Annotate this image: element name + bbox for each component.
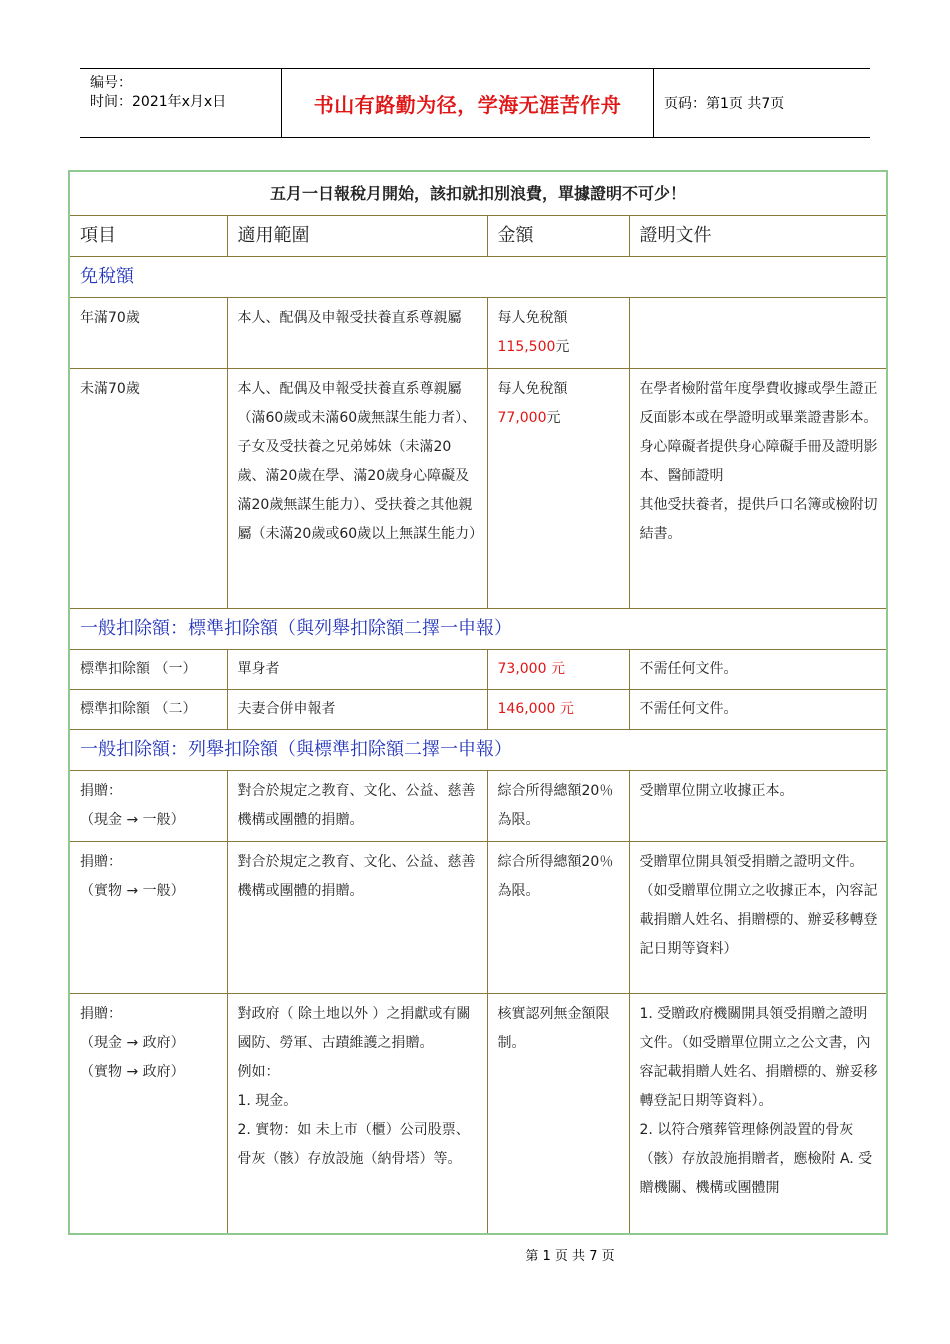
column-header-item: 項目 [69, 216, 227, 257]
item-line: （現金 → 政府） [80, 1035, 185, 1051]
amount-value: 73,000 [497, 661, 547, 677]
item-line: 捐贈： [80, 1006, 122, 1022]
amount-value: 146,000 [497, 701, 556, 717]
row-scope [227, 994, 487, 1234]
row-amount [487, 650, 629, 690]
amount-unit: 元 [555, 339, 570, 355]
table-header-row [69, 216, 887, 257]
item-line: （現金 → 一般） [80, 812, 185, 828]
item-line: 捐贈： [80, 783, 122, 799]
row-item: 年滿70歲 [69, 298, 227, 369]
item-line: （實物 → 一般） [80, 883, 185, 899]
row-docs: 受贈單位開具領受捐贈之證明文件。 （如受贈單位開立之收據正本，內容記載捐贈人姓名、捐贈標的、辦妥移轉登記日期等資料） [629, 842, 887, 994]
item-line: （實物 → 政府） [80, 1064, 185, 1080]
table-row [69, 994, 887, 1234]
footer-page-number: 第 1 页 共 7 页 [525, 1249, 615, 1264]
table-row [69, 771, 887, 842]
row-item: 未滿70歲 [69, 369, 227, 609]
amount-unit: 元 [546, 410, 561, 426]
table-title: 五月一日報稅月開始，該扣就扣別浪費，單據證明不可少！ [69, 171, 887, 216]
docs-line: 其他受扶養者，提供戶口名簿或檢附切結書。 [639, 497, 878, 542]
row-amount: 核實認列無金額限制。 [487, 994, 629, 1234]
docs-line: 身心障礙者提供身心障礙手冊及證明影本、醫師證明 [639, 439, 878, 484]
row-item [69, 771, 227, 842]
tax-deduction-table [68, 170, 888, 1235]
docs-line: 1. 受贈政府機關開具領受捐贈之證明文件。（如受贈單位開立之公文書，內容記載捐贈人姓名、捐贈標的、辦妥移轉登記日期等資料）。 [639, 1006, 878, 1109]
row-item [69, 994, 227, 1234]
scope-line: 2. 實物：如 未上市（櫃）公司股票、骨灰（骸）存放設施（納骨塔）等。 [237, 1122, 470, 1167]
section-row [69, 609, 887, 650]
header-meta [80, 69, 282, 137]
row-docs [629, 369, 887, 609]
amount-unit: 元 [550, 661, 565, 677]
section-standard: 一般扣除額：標準扣除額（與列舉扣除額二擇一申報） [69, 609, 887, 650]
table-row [69, 369, 887, 609]
amount-label: 每人免稅額 [497, 381, 568, 397]
column-header-amount: 金額 [487, 216, 629, 257]
row-scope: 對合於規定之教育、文化、公益、慈善機構或團體的捐贈。 [227, 771, 487, 842]
row-scope: 本人、配偶及申報受扶養直系尊親屬 [227, 298, 487, 369]
scope-line: 對政府（ 除土地以外 ）之捐獻或有關國防、勞軍、古蹟維護之捐贈。 [237, 1006, 471, 1051]
table-row [69, 298, 887, 369]
item-line: 捐贈： [80, 854, 122, 870]
row-scope: 本人、配偶及申報受扶養直系尊親屬 （滿60歲或未滿60歲無謀生能力者）、子女及受扶養之兄弟姊妹（未滿20歲、滿20歲在學、滿20歲身心障礙及滿20歲無謀生能力）、受扶養之其他親屬（未滿20歲或60歲以上無謀生能力） [227, 369, 487, 609]
time-label: 时间：2021年x月x日 [90, 94, 227, 110]
row-amount [487, 298, 629, 369]
table-row [69, 842, 887, 994]
number-label: 编号： [90, 75, 132, 91]
row-amount: 綜合所得總額20％為限。 [487, 842, 629, 994]
scope-line: 例如： [237, 1064, 280, 1080]
amount-value: 77,000 [497, 410, 547, 426]
row-docs [629, 994, 887, 1234]
page-header [80, 68, 870, 138]
column-header-scope: 適用範圍 [227, 216, 487, 257]
row-item [69, 842, 227, 994]
row-item: 標準扣除額 （一） [69, 650, 227, 690]
section-row [69, 257, 887, 298]
row-scope: 單身者 [227, 650, 487, 690]
docs-line: 2. 以符合殯葬管理條例設置的骨灰（骸）存放設施捐贈者，應檢附 A. 受贈機關、機構或團體開 [639, 1122, 873, 1196]
section-exemption: 免稅額 [69, 257, 887, 298]
row-amount: 綜合所得總額20％為限。 [487, 771, 629, 842]
row-scope: 夫妻合併申報者 [227, 690, 487, 730]
section-row [69, 730, 887, 771]
row-scope: 對合於規定之教育、文化、公益、慈善機構或團體的捐贈。 [227, 842, 487, 994]
section-itemized: 一般扣除額：列舉扣除額（與標準扣除額二擇一申報） [69, 730, 887, 771]
amount-label: 每人免稅額 [497, 310, 568, 326]
docs-line: 在學者檢附當年度學費收據或學生證正反面影本或在學證明或畢業證書影本。 [639, 381, 878, 426]
table-row [69, 650, 887, 690]
row-amount [487, 690, 629, 730]
table-title-row [69, 171, 887, 216]
amount-value: 115,500 [497, 339, 556, 355]
scope-line: 1. 現金。 [237, 1093, 298, 1109]
table-row [69, 690, 887, 730]
row-docs: 受贈單位開立收據正本。 [629, 771, 887, 842]
row-docs: 不需任何文件。 [629, 690, 887, 730]
row-docs [629, 298, 887, 369]
amount-unit: 元 [559, 701, 574, 717]
row-item: 標準扣除額 （二） [69, 690, 227, 730]
header-page-label: 页码：第1页 共7页 [664, 96, 785, 112]
page-footer [0, 1245, 950, 1264]
column-header-docs: 證明文件 [629, 216, 887, 257]
row-amount [487, 369, 629, 609]
row-docs: 不需任何文件。 [629, 650, 887, 690]
header-motto: 书山有路勤为径，学海无涯苦作舟 [282, 69, 654, 137]
